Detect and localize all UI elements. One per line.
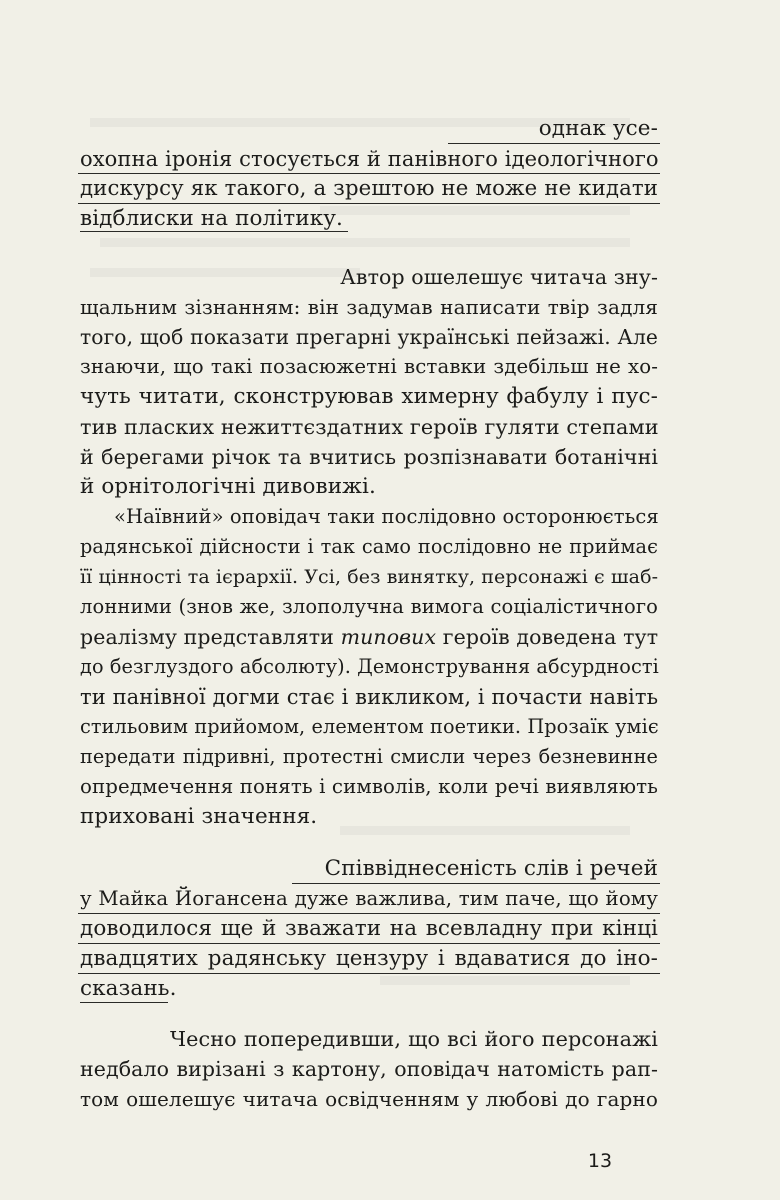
bleed-through — [90, 268, 360, 277]
text-line: щальним зізнанням: він задумав написати твір задля — [80, 295, 658, 319]
text-line: лонними (знов же, злополучна вимога соціалістичного — [80, 595, 658, 618]
text-line: ти панівної догми стає і викликом, і почасти навіть — [80, 685, 659, 709]
text-segment: реалізму представляти — [80, 625, 341, 649]
text-line: доводилося ще й зважати на всевладну при кінці — [80, 916, 658, 941]
text-line: опредмечення понять і символів, коли речі виявляють — [80, 775, 658, 798]
page-number: 13 — [587, 1150, 613, 1172]
text-line: того, щоб показати прегарні українські пейзажі. Але — [80, 325, 658, 349]
text-line: сказань. — [80, 976, 177, 1001]
bleed-through — [100, 238, 630, 247]
text-line: однак усе- — [538, 116, 658, 141]
text-line: стильовим прийомом, елементом поетики. Прозаїк уміє — [80, 715, 659, 738]
text-line: Співвіднесеність слів і речей — [324, 856, 658, 881]
text-line: дискурсу як такого, а зрештою не може не кидати — [80, 176, 658, 201]
text-line — [80, 622, 658, 652]
underline — [80, 1002, 168, 1003]
text-line: до безглуздого абсолюту). Демонстрування абсурдності — [80, 655, 659, 678]
text-segment: героїв доведена тут — [436, 625, 659, 649]
italic-term: типових — [340, 625, 437, 649]
text-line: тив пласких нежиттєздатних героїв гуляти степами — [80, 415, 659, 439]
text-line: двадцятих радянську цензуру і вдаватися до іно- — [80, 946, 658, 971]
text-line: приховані значення. — [80, 804, 318, 829]
text-line: охопна іронія стосується й панівного ідеологічного — [80, 147, 659, 171]
text-line: знаючи, що такі позасюжетні вставки здебільш не хо- — [80, 355, 658, 378]
text-line: радянської дійсности і так само послідовно не приймає — [80, 535, 658, 558]
text-line: й орнітологічні дивовижі. — [80, 474, 376, 499]
text-line: «Наївний» оповідач таки послідовно осторонюється — [114, 505, 659, 528]
text-line: її цінності та ієрархії. Усі, без винятку, персонажі є шаб- — [80, 566, 659, 588]
text-line: у Майка Йогансена дуже важлива, тим паче, що йому — [80, 887, 658, 910]
text-line: недбало вирізані з картону, оповідач натомість рап- — [80, 1057, 658, 1081]
text-line: том ошелешує читача освідченням у любові до гарно — [80, 1087, 658, 1111]
text-line: чуть читати, сконструював химерну фабулу і пус- — [80, 384, 658, 409]
text-line: передати підривні, протестні смисли через безневинне — [80, 745, 658, 768]
text-line: й берегами річок та вчитись розпізнавати ботанічні — [80, 445, 658, 469]
underline — [80, 231, 348, 232]
text-line: Чесно попередивши, що всі його персонажі — [170, 1027, 658, 1051]
text-line: відблиски на політику. — [80, 206, 343, 231]
text-line: Автор ошелешує читача зну- — [340, 265, 658, 289]
